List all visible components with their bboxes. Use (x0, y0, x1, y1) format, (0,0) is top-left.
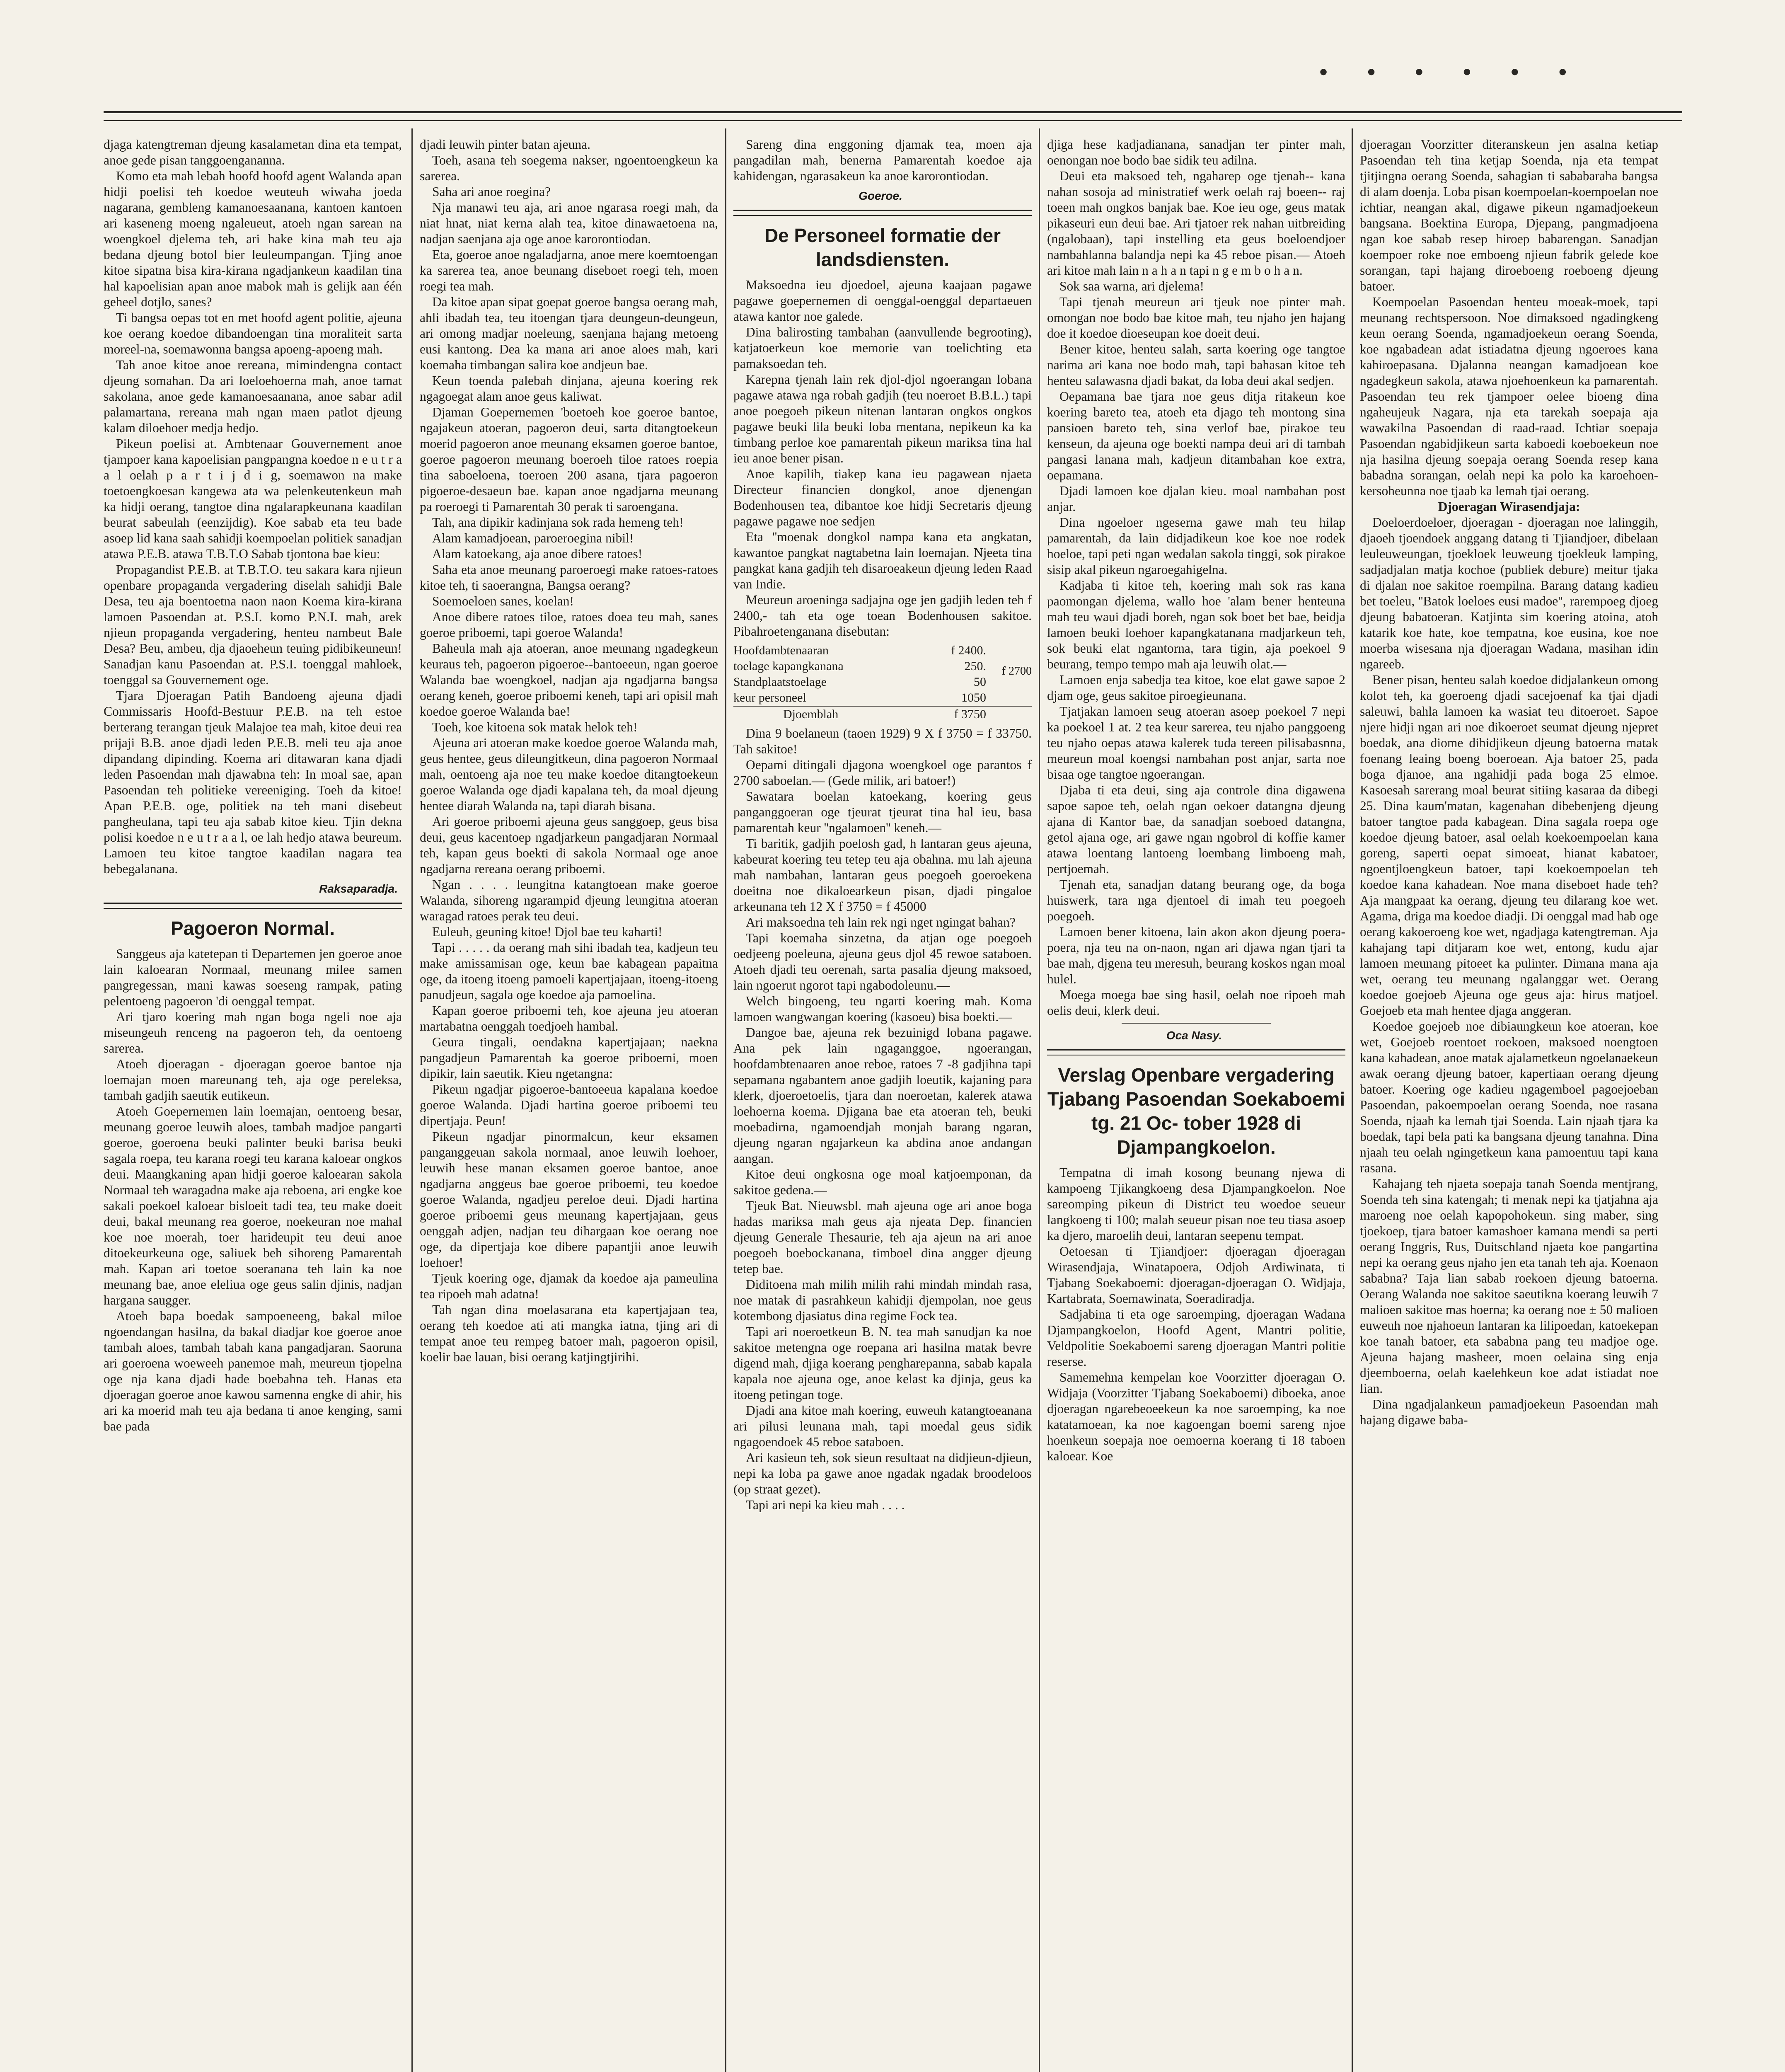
calc-value: 1050 (961, 691, 986, 704)
top-rule (104, 111, 1682, 113)
paragraph: Toeh, asana teh soegema nakser, ngoentoengkeun ka sarerea. (420, 153, 718, 183)
paragraph: Ti bangsa oepas tot en met hoofd agent politie, ajeuna koe oerang koedoe dibandoengan tina moraliteit sarta moreel-na, soemawonna bangsa apoeng-apoeng mah. (104, 310, 402, 356)
paragraph: Baheula mah aja atoeran, anoe meunang ngadegkeun keuraus teh, pagoeron pigoeroe--bantoeeun, ngan goeroe Walanda bae woengkoel, nadjan aja ngadjarna bangsa oerang keneh, goeroe priboemi keneh, tapi ari opisil mah koedoe goeroe Walanda bae! (420, 641, 718, 719)
paragraph: Alam kamadjoean, paroeroegina nibil! (432, 531, 634, 545)
calc-label: Hoofdambtenaaran (733, 644, 829, 657)
paragraph: Keun toenda palebah dinjana, ajeuna koering rek ngagoegat alam anoe geus kaliwat. (420, 373, 718, 404)
paragraph: Tapi tjenah meureun ari tjeuk noe pinter mah. omongan noe bodo bae kitoe mah, teu njaho jen hajang doe it koedoe dioeseupan koe doeit deui. (1047, 295, 1345, 341)
column-4 (1047, 137, 1345, 2072)
paragraph: Welch bingoeng, teu ngarti koering mah. Koma lamoen wangwangan koering (kasoeu) bisa boekti.— (733, 994, 1032, 1024)
paragraph: Koedoe goejoeb noe dibiaungkeun koe atoeran, koe wet, Goejoeb roentoet roekoen, maksoed noengtoen kana kahadean, anoe matak ajalametkeun ngoelanaekeun awak oerang djeung batoer, kapertiaan oerang djeung batoer. Koering oge kadieu ngagemboel pagoejoeban Pasoendan, pakoempoelan oerang Soenda, noe rasana Soenda, njaah ka lemah tjai Soenda. Lain njaah tjara ka boedak, tapi bela pati ka bangsana djeung tanahna. Dina njaah teu oelah ngingetkeun kana pamoentuu tapi kana rasana. (1360, 1019, 1658, 1175)
paragraph: Tempatna di imah kosong beunang njewa di kampoeng Tjikangkoeng desa Djampangkoelon. Noe sareomping pikeun di District teu woedoe seueur langkoeng ti 100; malah seueur pisan noe teu tiasa asoep ka djero, maroelih deui, lantaran seepenu tempat. (1047, 1165, 1345, 1243)
paragraph: Ngan . . . . leungitna katangtoean make goeroe Walanda, sihoreng ngarampid djeung leungitna atoeran waragad ratoes perak teu deui. (420, 877, 718, 923)
calc-total-value: f 3750 (954, 707, 986, 721)
paragraph: Pikeun poelisi at. Ambtenaar Gouvernement anoe tjampoer kana kapoelisian pangpangna koedoe n e u t r a a l oelah p a r t i j d i g, soemawon na make toetoengkoesan kangewa ata wa pelenkeutenkeun mah ka hidji oerang, tangtoe dina ngalarapkeunana kaadilan beurat sabeulah (eenzijdig). Koe sabab eta teu bade asoep lid kana saah sahidji koempoelan politiek sanadjan atawa P.E.B. atawa T.B.T.O Sabab tjontona bae kieu: (104, 436, 402, 561)
paragraph: Ajeuna ari atoeran make koedoe goeroe Walanda mah, geus hentee, geus dileungitkeun, dina pagoeron Normaal mah, oentoeng aja noe teu make koedoe ditangtoekeun goeroe Walanda oge djadi kapalana teh, da moal djeung hentee diarah Walanda na, tapi diarah bisana. (420, 736, 718, 813)
calc-value: 250. (964, 659, 986, 673)
paragraph: Kadjaba ti kitoe teh, koering mah sok ras kana paomongan djelema, wallo hoe 'alam bener henteuna mah teu waui djadi boreh, ngan sok boet bet bae, beidja lamoen beuki loehoer kapangkatanana madjarkeun teh, sok beuki elat ngantorna, tara tigin, aja poekoel 9 beurang, tempo tempo mah aja leuwih olat.— (1047, 578, 1345, 671)
paragraph: Dangoe bae, ajeuna rek bezuinigd lobana pagawe. Ana pek lain ngaganggoe, ngoerangan, hoofdambtenaaren anoe reboe, ratoes 7 -8 gadjihna tapi sepamana ngabantem anoe gadjih loeutik, kajaning para klerk, djoeroetoelis, tjara dan noeroetan, kalerek atawa loehoerna koema. Djigana bae eta atoeran teh, beuki moebadirna, ngamoendjah monjah barang ngaran, djeung ngaran ngajarkeun ka abdina anoe andangan aangan. (733, 1025, 1032, 1166)
paragraph: Oepamana bae tjara noe geus ditja ritakeun koe koering bareto tea, atoeh eta djago teh montong sina pansioen bareto teh, sina verlof bae, pirakoe teu kenseun, da ajeuna oge boekti nampa deui ari di tambah pangasi lanana mah, kadjeun ditambahan koe extra, oepamana. (1047, 389, 1345, 482)
paragraph: Djadi lamoen koe djalan kieu. moal nambahan post anjar. (1047, 484, 1345, 514)
calc-row (733, 658, 1032, 678)
article-divider (733, 210, 1032, 211)
paragraph: djadi leuwih pinter batan ajeuna. (420, 137, 590, 152)
paragraph: Sareng dina enggoning djamak tea, moen aja pangadilan mah, benerna Pamarentah koedoe aja kahidengan, ngarasakeun ka anoe karorontiodan. (733, 137, 1032, 183)
paragraph: Sadjabina ti eta oge saroemping, djoeragan Wadana Djampangkoelon, Hoofd Agent, Mantri politie, Veldpolitie Soekaboemi sareng djoeragan Mantri politie reserse. (1047, 1307, 1345, 1369)
paragraph: Tapi koemaha sinzetna, da atjan oge poegoeh oedjeeng poeleuna, ajeuna geus djol 45 rewoe sataboen. Atoeh djadi teu oerenah, sarta pasalia djeung maksoed, lain ngoerut ngorot tapi ngabodoleunu.— (733, 931, 1032, 992)
calc-bracket-total: f 2700 (1001, 665, 1032, 678)
article-divider-thin (733, 215, 1032, 216)
paragraph: Anoe dibere ratoes tiloe, ratoes doea teu mah, sanes goeroe priboemi, tapi goeroe Walanda! (420, 610, 718, 640)
paragraph: Eta ''moenak dongkol nampa kana eta angkatan, kawantoe pangkat nagtabetna lain loemajan. Njeeta tina pangkat kana gadjih teh disaroeakeun djeung leden Raad van Indie. (733, 530, 1032, 591)
paragraph: Toeh, koe kitoena sok matak helok teh! (432, 720, 638, 734)
paragraph: Dina ngadjalankeun pamadjoekeun Pasoendan mah hajang digawe baba- (1360, 1397, 1658, 1427)
headline-personeel-formatie: De Personeel formatie der landsdiensten. (764, 225, 1001, 270)
paragraph: Samemehna kempelan koe Voorzitter djoeragan O. Widjaja (Voorzitter Tjabang Soekaboemi) diboeka, anoe djoeragan ngarebeoeekeun ka noe saroemping, ka noe katatamoean, ka noe kagoengan boemi sareng njoe hoenkeun soepaja noe oemoerna koerang ti 18 taboen kaloear. Koe (1047, 1370, 1345, 1463)
column-5 (1360, 137, 1658, 2072)
paragraph: Tjeuk koering oge, djamak da koedoe aja pameulina tea ripoeh mah adatna! (420, 1271, 718, 1301)
article-divider (1047, 1049, 1345, 1051)
paragraph: Sok saa warna, ari djelema! (1059, 279, 1204, 293)
paragraph: Karepna tjenah lain rek djol-djol ngoerangan lobana pagawe atawa nga robah gadjih (teu noeroet B.B.L.) tapi anoe poegoeh pikeun nitenan lantaran ongkos ongkos pagawe beuki lila beuki loba mentana, nepikeun ka ka timbang perloe koe pamarentah pikeun mariksa tina hal ieu anoe bener pisan. (733, 372, 1032, 465)
calc-total-row (733, 707, 1032, 722)
paragraph: Komo eta mah lebah hoofd hoofd agent Walanda apan hidji poelisi teh koedoe weuteuh wiwaha joeda nagarana, gembleng kamanoesaanana, kantoen kantoen ari kaseneng moeng ngaleueut, atoeh ngan sarean na woengkoel djelema teh, ari hake kina mah teu aja bedana djeung botol bier leuleumpangan. Tjing anoe kitoe sipatna bisa kira-kirana ngadjankeun kaadilan tina hal kapoelisian apan anoe mabok mah is gelijk aan één geheel dotjlo, sanes? (104, 169, 402, 309)
top-rule-thin (104, 120, 1682, 121)
paragraph: Tapi ari nepi ka kieu mah . . . . (746, 1498, 905, 1512)
column-1 (104, 137, 402, 2072)
paragraph: Tjatjakan lamoen seug atoeran asoep poekoel 7 nepi ka poekoel 1 at. 2 tea keur sarerea, teu njaho panggoeng teu njaho oepas atawa kalerek tuda tereen pilisabasnna, meureun moal koengsi nambahan post anjar, sarta noe bisaa oge tangtoe ngoerangan. (1047, 704, 1345, 782)
paragraph: Geura tingali, oendakna kapertjajaan; naekna pangadjeun Pamarentah ka goeroe priboemi, moen dipikir, lain saeutik. Kieu ngetangna: (420, 1035, 718, 1081)
column-separator-2 (725, 128, 726, 2072)
paragraph: djoeragan Voorzitter diteranskeun jen asalna ketiap Pasoendan teh tina ketjap Soenda, nja eta tempat tjitjingna oerang Soenda, sahagian ti sababaraha bangsa di alam doenja. Loba pisan koempoelan-koempoelan noe ichtiar, neangan akal, digawe pikeun ngamadjoekeun bangsana. Boektina Europa, Djepang, pangmadjoena ngan koe sabab resep hiroep babarengan. Sanadjan koempoer roke noe emboeng njieun fabrik gelede koe sorangan, tapi hajang diroeboeng roeboeng djeung batoer. (1360, 137, 1658, 293)
paragraph: Oetoesan ti Tjiandjoer: djoeragan djoeragan Wirasendjaja, Winatapoera, Odjoh Ardiwinata, ti Tjabang Soekaboemi: djoeragan-djoeragan O. Widjaja, Kartabrata, Soemawinata, Soeradiradja. (1047, 1244, 1345, 1306)
paragraph: Tapi ari noeroetkeun B. N. tea mah sanudjan ka noe sakitoe metengna oge roepana ari hasilna matak bevre digend mah, djiga koerang pengharepanna, sabab kapala kapala noe ajeuna oge, anoe kelast ka djinja, geus ka itoeng petingan toge. (733, 1324, 1032, 1402)
article-divider-thin (104, 908, 402, 909)
calc-value: 50 (974, 675, 986, 689)
calc-total-label: Djoemblah (783, 707, 839, 721)
paragraph: Lamoen bener kitoena, lain akon akon djeung poera-poera, nja teu na on-naon, ngan ari djawa ngan tjari ta bae mah, djgena teu meresuh, beurang koskos ngan moal hulel. (1047, 925, 1345, 986)
paragraph: Sawatara boelan katoekang, koering geus panganggoeran oge tjeurat tjeurat tina hal ieu, basa pamarentah keur ''ngalamoen'' keneh.— (733, 789, 1032, 835)
paragraph: Eta, goeroe anoe ngaladjarna, anoe mere koemtoengan ka sarerea tea, anoe beunang diseboet roegi teh, moen roegi tea mah. (420, 247, 718, 293)
paragraph: djaga katengtreman djeung kasalametan dina eta tempat, anoe gede pisan tanggoengananna. (104, 137, 402, 167)
paragraph: Djaman Goepernemen 'boetoeh koe goeroe bantoe, ngajakeun atoeran, pagoeron deui, sarta ditangtoekeun moerid pagoeron anoe meunang eksamen goeroe bantoe, goeroe pagoeron meunang boeroeh tiloe ratoes roepia tina saboeloena, toeroen 200 asana, tjara pagoeron pigoeroe-desaeun bae. kapan anoe ngadjarna meunang pa roeroegi ti Pamarentah 30 perak ti saroengana. (420, 405, 718, 514)
paragraph: Ti baritik, gadjih poelosh gad, h lantaran geus ajeuna, kabeurat koering teu tetep teu aja obahna. mu lah ajeuna mah nambahan, lantaran geus poegoeh goeroekena doeitna noe dikaloearkeun pisan, djadi pingaloe arkeunana teh 12 X f 3750 = f 45000 (733, 836, 1032, 914)
paragraph: Tah, ana dipikir kadinjana sok rada hemeng teh! (432, 515, 684, 530)
paragraph: Lamoen enja sabedja tea kitoe, koe elat gawe sapoe 2 djam oge, geus sakitoe piroegieunana. (1047, 673, 1345, 703)
paragraph: Atoeh djoeragan - djoeragan goeroe bantoe nja loemajan moen mareunang teh, aja oge pereleksa, tambah gadjih saeutik eutikeun. (104, 1057, 402, 1103)
paragraph: Euleuh, geuning kitoe! Djol bae teu kaharti! (432, 925, 663, 939)
paragraph: Kahajang teh njaeta soepaja tanah Soenda mentjrang, Soenda teh sina katengah; ti menak nepi ka tjatjahna aja maroeng noe oelah kapopohokeun. sing maber, sing tjoekoep, tjara batoer kamashoer kamana mendi sa perti oerang Inggris, Rus, Duitschland njaeta koe pangartina nepi ka oerang geus njaho jen eta tanah teh aja. Koenaon sababna? Taja lian sabab roekoen djeung batoerna. Oerang Walanda noe sakitoe saeutikna koerang leuwih 7 malioen sakitoe mas hoerna; ka oerang noe ± 50 malioen euweuh noe njahoeun lantaran ka lilipoedan, katoekepan koe tanah batoer, eta sababna pang teu madjoe oge. Ajeuna hajang masheer, moen oelaina sing enja djeemboerna, oelah kaelehkeun koe adat istiadat noe lian. (1360, 1176, 1658, 1396)
paragraph: Diditoena mah milih milih rahi mindah mindah rasa, noe matak di pasrahkeun kahidji djempolan, noe geus kotembong djasiatus dina regime Fock tea. (733, 1277, 1032, 1323)
paragraph: Ari goeroe priboemi ajeuna geus sanggoep, geus bisa deui, geus kacentoep ngadjarkeun pangadjaran Normaal teh, kapan geus boekti di sakola Normaal oge anoe ngadjarna rereana oerang priboemi. (420, 814, 718, 876)
column-separator-4 (1352, 128, 1353, 2072)
paragraph: Nja manawi teu aja, ari anoe ngarasa roegi mah, da niat hnat, niat kerna alah tea, kitoe dinawaetoena na, nadjan saenjana aja oge anoe karorontiodan. (420, 200, 718, 246)
paragraph: Tjeuk Bat. Nieuwsbl. mah ajeuna oge ari anoe boga hadas mariksa mah geus aja njeata Dep. financien djeung Generale Thesaurie, teh aja ajeun na ari anoe poegoeh boebockanana, timboel dina angger djeung tetep bae. (733, 1198, 1032, 1276)
paragraph: Ari maksoedna teh lain rek ngi nget ngingat bahan? (746, 915, 1016, 929)
calc-label: keur personeel (733, 691, 806, 704)
signature-rule (1122, 1023, 1271, 1024)
paragraph: Meureun aroeninga sadjajna oge jen gadjih leden teh f 2400,- tah eta oge toean Bodenhousen sakitoe. Pibahroetenganana disebutan: (733, 593, 1032, 639)
paragraph: Moega moega bae sing hasil, oelah noe ripoeh mah oelis deui, klerk deui. (1047, 988, 1345, 1018)
calc-value: f 2400. (951, 644, 986, 657)
paragraph: Dina 9 boelaneun (taoen 1929) 9 X f 3750 = f 33750. Tah sakitoe! (733, 726, 1032, 756)
headline-verslag-openbare-vergadering: Verslag Openbare vergadering Tjabang Pasoendan Soekaboemi tg. 21 Oc- tober 1928 di Djampangkoelon. (1047, 1064, 1345, 1158)
column-2 (420, 137, 718, 2072)
paragraph: Doeloerdoeloer, djoeragan - djoeragan noe lalinggih, djaoeh tjoendoek anggang datang ti Tjiandjoer, dibelaan leuleuweungan, tjoekloek leuweung tjoekleuk lamping, sadjadjalan matja kochoe (publiek debure) meitur tjaka di djalan noe sakitoe roempilna. Barang datang kadieu bet toeleu, ''Batok loeloes eusi madoe'', rarempoeg djoeg djeung babatoeran. Katjinta sim koering atoina, atoh katarik koe hate, koe tempatna, koe eusina, koe noe moerba wisesana nja djoeragan Wadana, masihan idin ngareeb. (1360, 515, 1658, 671)
paragraph: Saha ari anoe roegina? (432, 184, 551, 199)
paragraph: Kitoe deui ongkosna oge moal katjoemponan, da sakitoe gedena.— (733, 1167, 1032, 1197)
paragraph: Kapan goeroe priboemi teh, koe ajeuna jeu atoeran martabatna oenggah toedjoeh hambal. (420, 1003, 718, 1034)
column-separator-3 (1039, 128, 1040, 2072)
signature-oca-nasy: Oca Nasy. (1166, 1029, 1222, 1042)
signature-raksaparadja: Raksaparadja. (319, 882, 398, 895)
paragraph: Bener pisan, henteu salah koedoe didjalankeun omong kolot teh, ka goeroeng djadi sacejoenaf ka tjai djadi saleuwi, bahla lamoen ka wasiat teu ditoeroet. Sapoe njere hidji ngan ari noe dikoeroet seumat djeung njepret boedak, ana diome dihidjikeun djeung batoerna matak foenang leaing boeng boeroean. Aja batoer 25, pada boga djanoe, ana ngahidji pada boga 25 elmoe. Kasoesah sarerang moal beurat sitiing kasaraa da dibegi 25. Dina kaum'matan, kagenahan dibebenjeng djeung batoer tangtoe pada kabagean. Dina sagala roepa oge koedoe djeung batoer, asal oelah koekoempoelan kana goreng, saperti oepat simoeat, hianat kabatoer, ngoentjloengkeun batoer, tapi koekoempoelan teh koedoe kana kahadean. Noe mana diseboet hade teh? Aja mangpaat ka oerang, djeung teu dilarang koe wet. Agama, driga ma koedoe diadji. Di oenggal mad hab oge oerang kakoeroeng koe wet, ngadjaga katengtreman. Aja kahajang tapi ditjaram koe wet, entong, kudu ajar lamoen meunang pitoeet ka pulinter. Dimana mana aja wet, oerang teu meunang ngalanggar wet. Oerang koedoe goejoeb Ajeuna oge geus aja: hirus matjoel. Goejoeb eta mah hentee djaga anggeran. (1360, 673, 1658, 1018)
calc-row (733, 690, 1032, 707)
paragraph: Anoe kapilih, tiakep kana ieu pagawean njaeta Directeur financien dongkol, anoe djenengan Bodenhousen tea, dibantoe koe hidji Secretaris djeung pagawe pagawe noe sedjen (733, 467, 1032, 528)
paragraph: Atoeh Goepernemen lain loemajan, oentoeng besar, meunang goeroe leuwih aloes, tambah madjoe pangarti goeroe, goeroena beuki palinter beuki barisa beuki sagala roepa, teu karana roegi teu karana kaloear ongkos deui. Maangkaning apan hidji goeroe kaloearan sakola Normaal teh waragadna make aja reboena, ari engke koe sakali poekoel kaloear bisloeit tadi tea, teu make doeit deui, bakal meunang rea goeroe, noekeuran noe mahal koe noe moerah, toer harideupit teu deui anoe ditoekeurkeuna oge, saliuek beh sihoreng Pamarentah mah. Kapan ari toetoe soeranana teh lain ka noe meunang bae, anoe eleliua oge geus salin djinis, nadjan hargana saugger. (104, 1104, 402, 1307)
paragraph: Saha eta anoe meunang paroeroegi make ratoes-ratoes kitoe teh, ti saoerangna, Bangsa oerang? (420, 562, 718, 593)
headline-pagoeron-normal: Pagoeron Normal. (170, 917, 335, 939)
signature-goeroe: Goeroe. (859, 189, 902, 202)
paragraph: Tjenah eta, sanadjan datang beurang oge, da boga huiswerk, tara nga djentoel di imah teu poegoeh poegoeh. (1047, 877, 1345, 923)
paragraph: Oepami ditingali djagona woengkoel oge parantos f 2700 saboelan.— (Gede milik, ari batoer!) (733, 758, 1032, 788)
page-number-marks: • • • • • • (1318, 62, 1584, 83)
paragraph: Maksoedna ieu djoedoel, ajeuna kaajaan pagawe pagawe goepernemen di oenggal-oenggal departaeuen atawa kantor noe galede. (733, 278, 1032, 324)
calc-label: toelage kapangkanana (733, 659, 844, 673)
paragraph: Pikeun ngadjar pigoeroe-bantoeeua kapalana koedoe goeroe Walanda. Djadi hartina goeroe priboemi teu dipertjaja. Peun! (420, 1082, 718, 1128)
paragraph: Tjara Djoeragan Patih Bandoeng ajeuna djadi Commissaris Hoofd-Bestuur P.E.B. na teh estoe berterang terangan tjeuk Malajoe tea mah, kitoe deui rea prijaji B.B. anoe djadi leden P.E.B. meli teu aja anoe dipandang dipinding. Koema ari ditawaran kana djadi leden Pasoendan mah djawabna teh: In moal sae, apan Pasoendan teh politieke vereeniging. Toeh da kitoe! Apan P.E.B. oge, politiek na teh mani disebeut pangheulana, tapi teu aja sabab kitoe kieu. Tjin dekna polisi koedoe n e u t r a a l, oe lah hedjo atawa beureum. Lamoen teu kitoe tangtoe kaadilan nagara tea bebegalanana. (104, 688, 402, 876)
paragraph: Deui eta maksoed teh, ngaharep oge tjenah-- kana nahan sosoja ad ministratief werk oelah raj boeen-- raj toeen mah ongkos banjak bae. Koe ieu oge, geus matak pikaseuri eun deui bae. Ari tjatoer rek nahan uitbreiding (ngalobaan), tapi instelling eta geus boeloendjoer nambahlanna balandja nepi ka 45 reboe pisan.— Atoeh ari kitoe mah lain n a h a n tapi n g e m b o h a n. (1047, 169, 1345, 278)
paragraph: Soemoeloen sanes, koelan! (432, 594, 574, 608)
paragraph: djiga hese kadjadianana, sanadjan ter pinter mah, oenongan noe bodo bae sidik teu adilna. (1047, 137, 1345, 167)
calc-label: Standplaatstoelage (733, 675, 827, 689)
col1-body (104, 137, 402, 877)
salary-calculation (733, 643, 1032, 722)
paragraph: Propagandist P.E.B. at T.B.T.O. teu sakara kara njieun openbare propaganda vergadering diselah sahidji Bale Desa, teu aja boentoetna naon naon Koema kira-kirana lamoen Pasoendan at. P.S.I. komo P.N.I. mah, arek njieun propaganda vergadering, henteu nambeut Bale Desa? Beu, ambeu, dja djaoeheun teuing pidibikeuneun! Sanadjan kanu Pasoendan at. P.S.I. toenggal mahloek, toenggal sa Gouvernement oge. (104, 562, 402, 687)
paragraph: Djaba ti eta deui, sing aja controle dina digawena sapoe sapoe teh, oelah ngan oekoer datangna djeung ajana di Kantor bae, da sanadjan soeboed datangna, getol ajana oge, ari gawe ngan ngobrol di koffie kamer atawa loentang lantoeng loembang limboeng mah, pertjoemah. (1047, 783, 1345, 876)
paragraph: Tah anoe kitoe anoe rereana, mimindengna contact djeung somahan. Da ari loeloehoerna mah, anoe tamat sakolana, anoe gede kamanoesaanana, anoe sabar adil palamartana, rereana mah ngan maen patlot djeung kalam diloehoer medja hedjo. (104, 358, 402, 435)
speaker-heading: Djoeragan Wirasendjaja: (1438, 499, 1580, 514)
column-3 (733, 137, 1032, 2072)
paragraph: Bener kitoe, henteu salah, sarta koering oge tangtoe narima ari kana noe bodo mah, tapi bahasan kitoe teh henteu salawasna djadi bakat, da loba deui akal sedjen. (1047, 342, 1345, 388)
paragraph: Pikeun ngadjar pinormalcun, keur eksamen panganggeuan sakola normaal, anoe leuwih loehoer, leuwih hese manan eksamen goeroe bantoe, anoe ngadjarna anggeus bae goeroe priboemi, teu koedoe goeroe Walanda, ngadjeu pereloe deui. Djadi hartina goeroe priboemi geus meunang kapertjajaan, geus oenggah adjen, nadjan teu dihargaan koe oerang noe oge, da dipertjaja koe dibere papantjii anoe leuwih loehoer! (420, 1129, 718, 1270)
paragraph: Dina balirosting tambahan (aanvullende begrooting), katjatoerkeun koe memorie van toelichting eta pamaksoedan teh. (733, 325, 1032, 371)
column-separator-1 (411, 128, 413, 2072)
calc-row (733, 643, 1032, 658)
paragraph: Djadi ana kitoe mah koering, euweuh katangtoeanana ari pilusi leunana mah, tapi moedal geus sidik ngagoendoek 45 reboe sataboen. (733, 1403, 1032, 1449)
paragraph: Da kitoe apan sipat goepat goeroe bangsa oerang mah, ahli ibadah tea, teu itoengan tjara deungeun-deungeun, ari omong madjar noeleung, saenjana hajang metoeng eusi kantong. Dea ka mana ari anoe aloes mah, kari koemaha timbangan salira koe andjeun bae. (420, 295, 718, 372)
article-pagoeron-normal (104, 946, 402, 1434)
paragraph: Tah ngan dina moelasarana eta kapertjajaan tea, oerang teh koedoe ati ati mangka iatna, tjing ari di tempat anoe teu rempeg batoer mah, pagoeron opisil, koelir bae lauan, bisi oerang katjingtjirihi. (420, 1302, 718, 1364)
paragraph: Ari kasieun teh, sok sieun resultaat na didjieun-djieun, nepi ka loba pa gawe anoe ngadak ngadak broodeloos (op straat gezet). (733, 1450, 1032, 1496)
paragraph: Koempoelan Pasoendan henteu moeak-moek, tapi meunang rechtspersoon. Noe dimaksoed ngadingkeng keun oerang Soenda, ngamadjoekeun oerang Soenda, koe ngabadean adat istiadatna djeung ngoeroes kana kahiroepasana. Djalanna neangan kamadjoean koe ngadegkeun sakola, atawa njoehoenkeun ka pamarentah. Pasoendan teu rek tjampoer oelee bioeng dina ngaheujeuk Nagara, nja eta tarekah soepaja aja wawakilna Pasoendan di raad-raad. Ichtiar soepaja Pasoendan ngabidjikeun sarta kaboedi koeboekeun noe nja hasilna djeung soepaja oerang Soenda resep kana babadna sorangan, oelah nepi ka polo ka karoehoen-kersoheunna noe tjaab ka lemah tjai oerang. (1360, 295, 1658, 498)
paragraph: Alam katoekang, aja anoe dibere ratoes! (432, 547, 643, 561)
calc-row (733, 674, 1032, 690)
paragraph: Ari tjaro koering mah ngan boga ngeli noe aja miseungeuh renceng na pagoeron teh, da oentoeng sarerea. (104, 1009, 402, 1055)
paragraph: Dina ngoeloer ngeserna gawe mah teu hilap pamarentah, da lain didjadikeun koe koe noe rodek hoeloe, tapi peti ngan wedalan sakola tinggi, sok pirakoe sisip akal pikeun ngaroegahigelna. (1047, 515, 1345, 577)
paragraph: Atoeh bapa boedak sampoeneeng, bakal miloe ngoendangan hasilna, da bakal diadjar koe goeroe anoe tambah aloes, tambah tabah kana pangadjaran. Saoruna ari goeroena woeweeh panemoe mah, meureun tjopelna oge nja kana djadi hade boebahna teh. Hanas eta djoeragan goeroe anoe kawou samenna engke di ahir, his ari ka moerid mah teu aja bedana ti anoe kenging, sami bae pada (104, 1309, 402, 1433)
paragraph: Tapi . . . . . da oerang mah sihi ibadah tea, kadjeun teu make amissamisan oge, keun bae kabagean papaitna oge, da itoeng itoeng pamoeli kapertjajaan, itoeng-itoeng panudjeun, sagala oge koedoe aja pamoelina. (420, 940, 718, 1002)
article-divider (104, 903, 402, 904)
paragraph: Sanggeus aja katetepan ti Departemen jen goeroe anoe lain kaloearan Normaal, meunang milee samen pangregessan, mani kawas soeseng rampak, pating pelentoeng pagoeron 'di oenggal tempat. (104, 946, 402, 1008)
